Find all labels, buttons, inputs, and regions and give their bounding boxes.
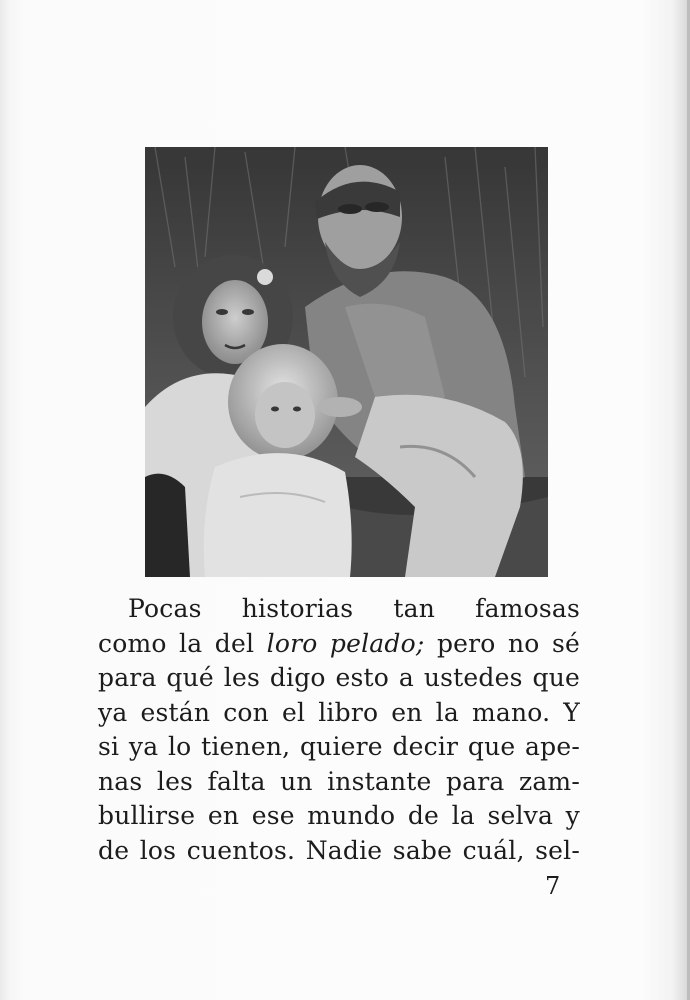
text-line: bullirse en ese mundo de la selva y — [98, 801, 580, 830]
text-line: Pocas historias tan famosas — [128, 594, 580, 623]
text-line: de los cuentos. Nadie sabe cuál, sel- — [98, 835, 580, 865]
text-line: para qué les digo esto a ustedes que — [98, 663, 580, 692]
photo-illustration — [145, 147, 548, 577]
page-number: 7 — [545, 872, 561, 900]
text-line: ya están con el libro en la mano. Y — [98, 697, 580, 727]
text-fragment: pero no sé — [424, 628, 580, 658]
text-fragment: como la del — [98, 628, 267, 658]
italic-title: loro pelado; — [266, 628, 425, 658]
body-text — [98, 592, 580, 868]
text-line: si ya lo tienen, quiere decir que ape- — [98, 732, 580, 761]
family-portrait-photo — [145, 147, 548, 577]
text-line — [98, 627, 580, 662]
text-line: nas les falta un instante para zam- — [98, 766, 580, 796]
